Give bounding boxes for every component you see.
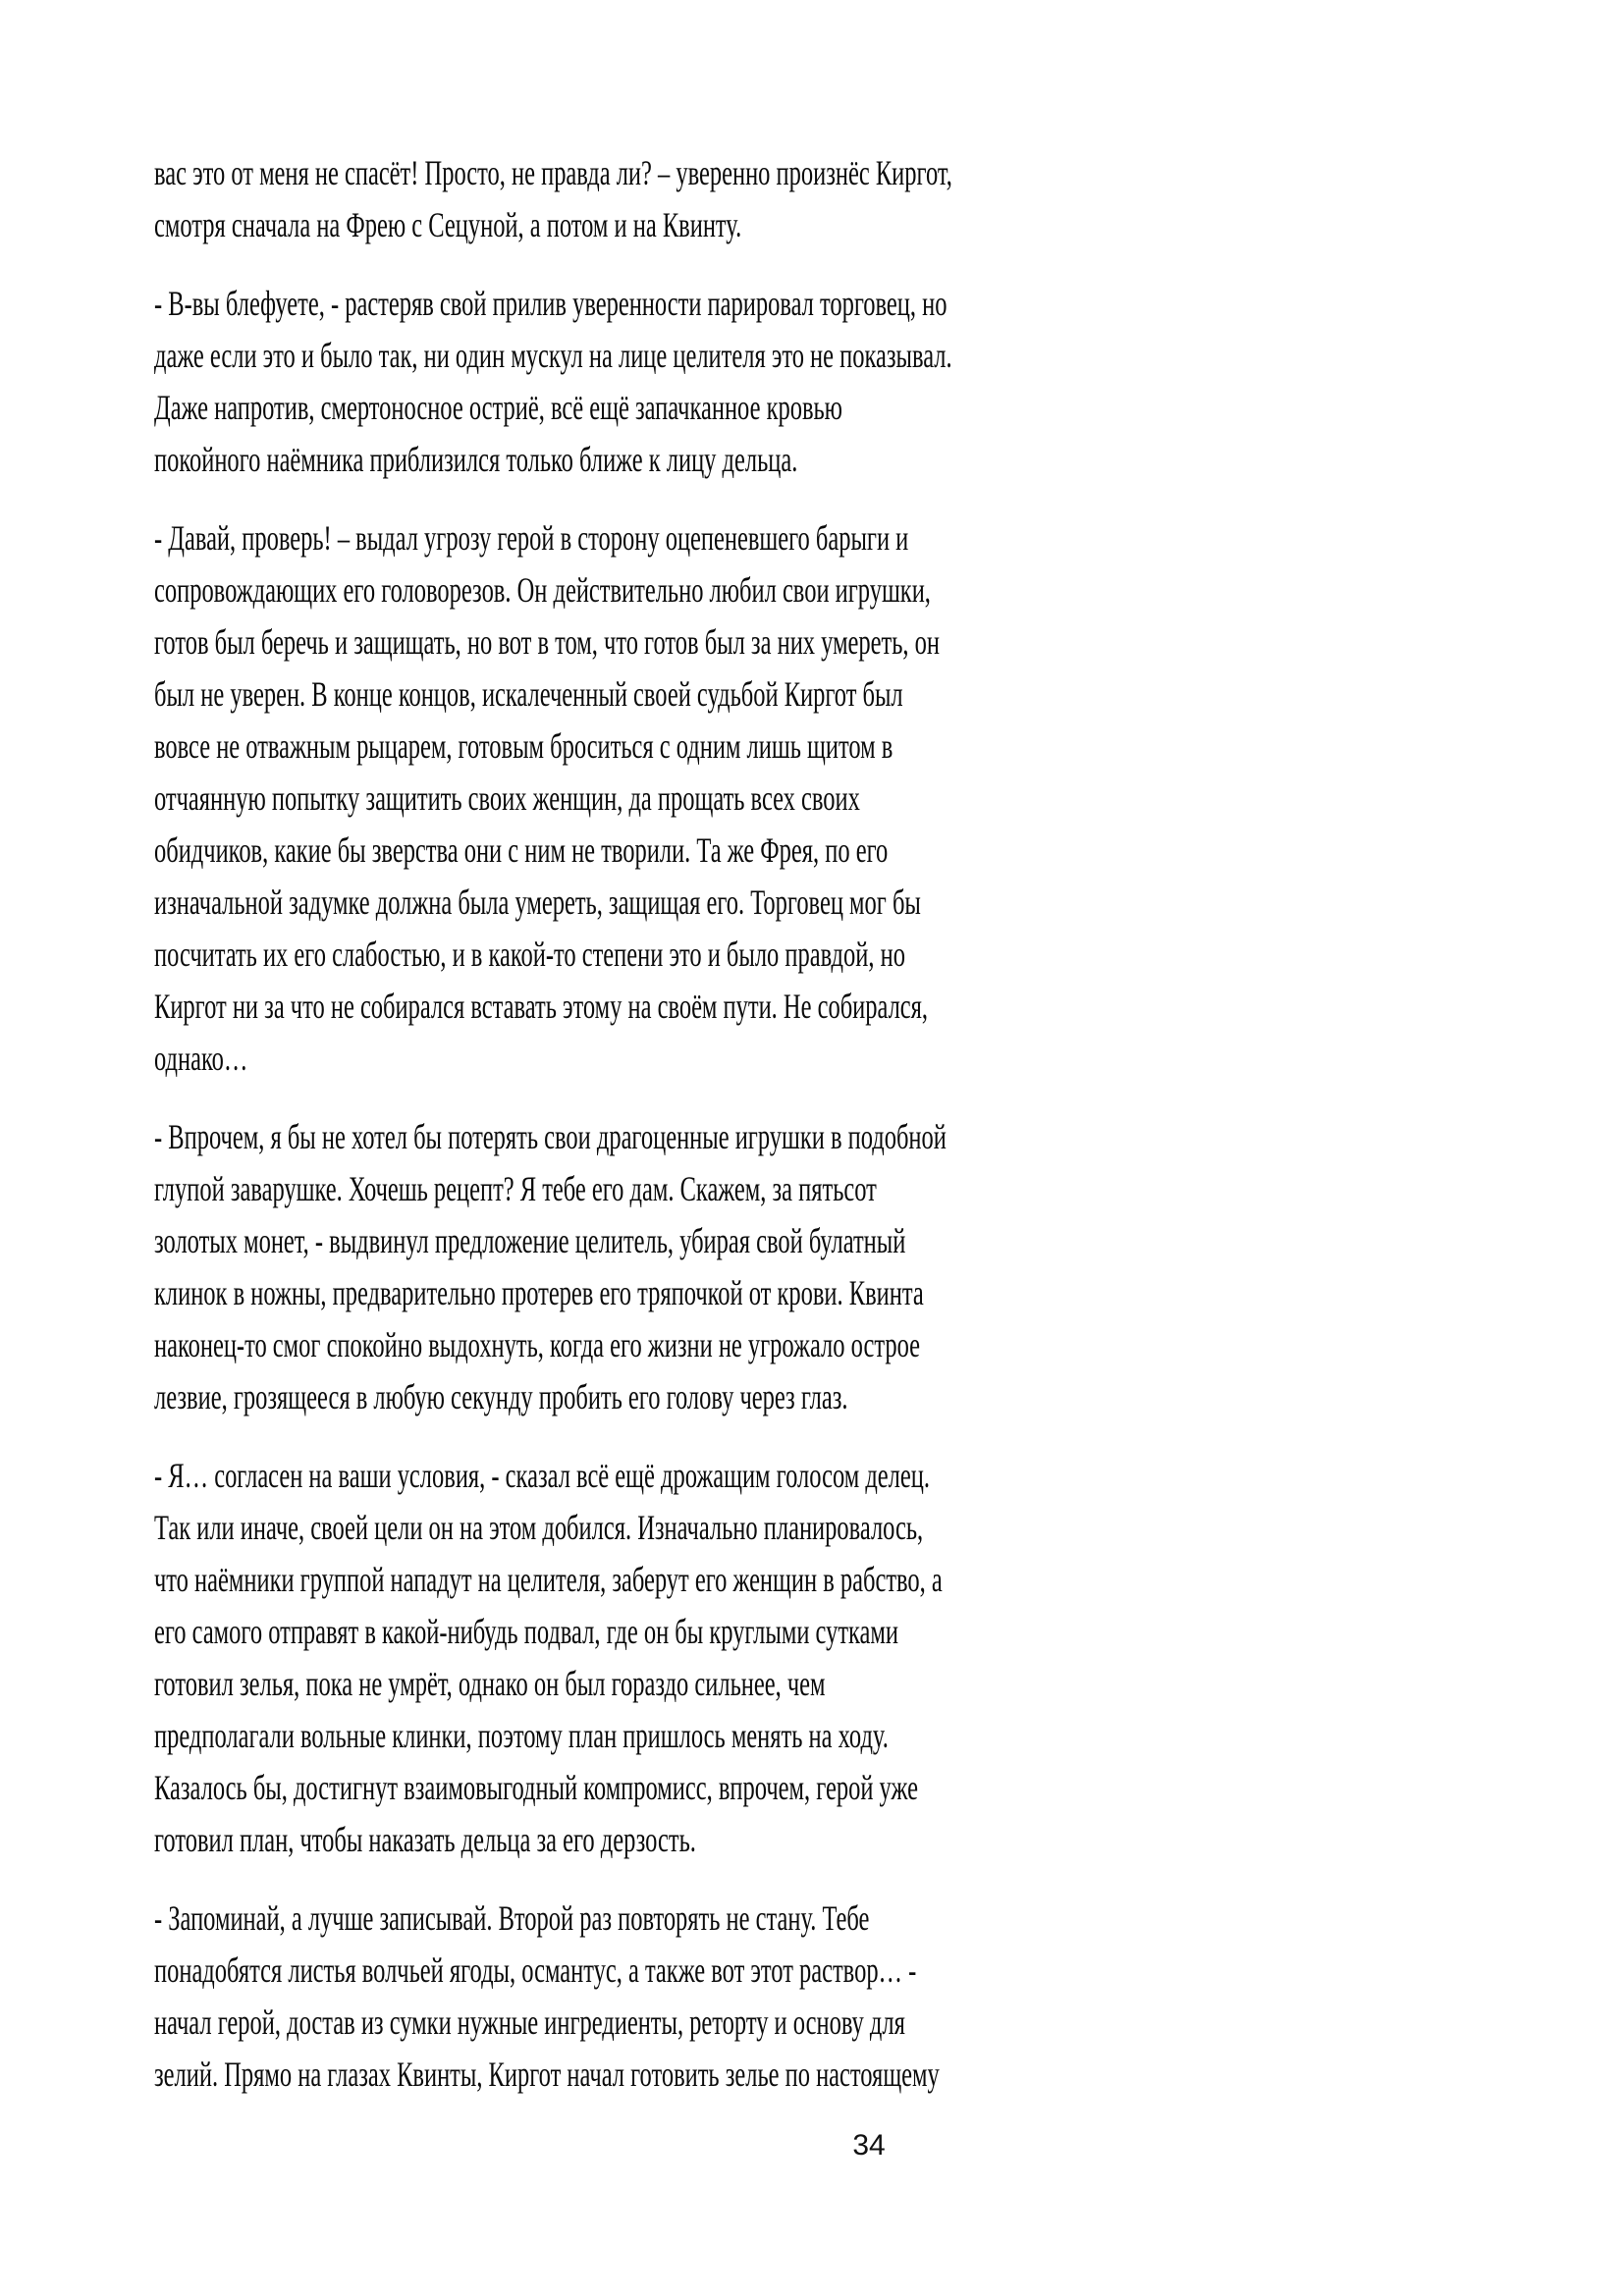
text-line: наконец-то смог спокойно выдохнуть, когда его жизни не угрожало острое	[154, 1325, 920, 1364]
text-line: - Давай, проверь! – выдал угрозу герой в сторону оцепеневшего барыги и	[154, 518, 909, 558]
text-line: зелий. Прямо на глазах Квинты, Киргот начал готовить зелье по настоящему	[154, 2055, 940, 2094]
text-line: готовил план, чтобы наказать дельца за его дерзость.	[154, 1820, 696, 1859]
paragraph	[154, 1111, 1022, 1423]
text-line: золотых монет, - выдвинул предложение целитель, убирая свой булатный	[154, 1221, 906, 1260]
paragraph	[154, 1893, 1022, 2101]
text-line: понадобятся листья волчьей ягоды, османтус, а также вот этот раствор… -	[154, 1950, 917, 1990]
text-line: покойного наёмника приблизился только ближе к лицу дельца.	[154, 440, 798, 479]
text-block	[154, 147, 1022, 2127]
text-line: клинок в ножны, предварительно протерев его тряпочкой от крови. Квинта	[154, 1273, 924, 1312]
paragraph	[154, 278, 1022, 486]
text-line: что наёмники группой нападут на целителя, заберут его женщин в рабство, а	[154, 1560, 943, 1599]
text-line: смотря сначала на Фрею с Сецуной, а потом и на Квинту.	[154, 205, 742, 244]
text-line: однако…	[154, 1039, 248, 1078]
text-line: обидчиков, какие бы зверства они с ним не творили. Та же Фрея, по его	[154, 830, 889, 870]
text-line: предполагали вольные клинки, поэтому план пришлось менять на ходу.	[154, 1716, 889, 1755]
text-line: - Впрочем, я бы не хотел бы потерять свои драгоценные игрушки в подобной	[154, 1117, 947, 1156]
text-line: начал герой, достав из сумки нужные ингредиенты, реторту и основу для	[154, 2002, 905, 2042]
text-line: - В-вы блефуете, - растеряв свой прилив уверенности парировал торговец, но	[154, 284, 947, 323]
paragraph	[154, 147, 1022, 251]
text-line: глупой заварушке. Хочешь рецепт? Я тебе его дам. Скажем, за пятьсот	[154, 1169, 877, 1208]
page-number: 34	[852, 2129, 886, 2162]
text-line: вовсе не отважным рыцарем, готовым броситься с одним лишь щитом в	[154, 726, 893, 766]
text-line: вас это от меня не спасёт! Просто, не правда ли? – уверенно произнёс Киргот,	[154, 153, 952, 192]
text-line: его самого отправят в какой-нибудь подвал, где он бы круглыми сутками	[154, 1612, 899, 1651]
paragraph	[154, 512, 1022, 1085]
text-line: отчаянную попытку защитить своих женщин, да прощать всех своих	[154, 778, 860, 818]
text-line: Даже напротив, смертоносное остриё, всё ещё запачканное кровью	[154, 388, 842, 427]
text-line: сопровождающих его головорезов. Он действительно любил свои игрушки,	[154, 570, 931, 610]
text-line: Киргот ни за что не собирался вставать этому на своём пути. Не собирался,	[154, 987, 929, 1026]
text-line: даже если это и было так, ни один мускул на лице целителя это не показывал.	[154, 336, 952, 375]
text-line: готовил зелья, пока не умрёт, однако он был гораздо сильнее, чем	[154, 1664, 826, 1703]
text-line: Так или иначе, своей цели он на этом добился. Изначально планировалось,	[154, 1508, 924, 1547]
text-line: изначальной задумке должна была умереть, защищая его. Торговец мог бы	[154, 882, 921, 922]
text-line: лезвие, грозящееся в любую секунду пробить его голову через глаз.	[154, 1377, 848, 1416]
text-line: готов был беречь и защищать, но вот в том, что готов был за них умереть, он	[154, 622, 940, 662]
text-line: Казалось бы, достигнут взаимовыгодный компромисс, впрочем, герой уже	[154, 1768, 918, 1807]
text-line: был не уверен. В конце концов, искалеченный своей судьбой Киргот был	[154, 674, 903, 714]
text-line: - Я… согласен на ваши условия, - сказал всё ещё дрожащим голосом делец.	[154, 1456, 930, 1495]
paragraph	[154, 1450, 1022, 1866]
text-line: посчитать их его слабостью, и в какой-то степени это и было правдой, но	[154, 934, 905, 974]
text-line: - Запоминай, а лучше записывай. Второй раз повторять не стану. Тебе	[154, 1898, 870, 1938]
